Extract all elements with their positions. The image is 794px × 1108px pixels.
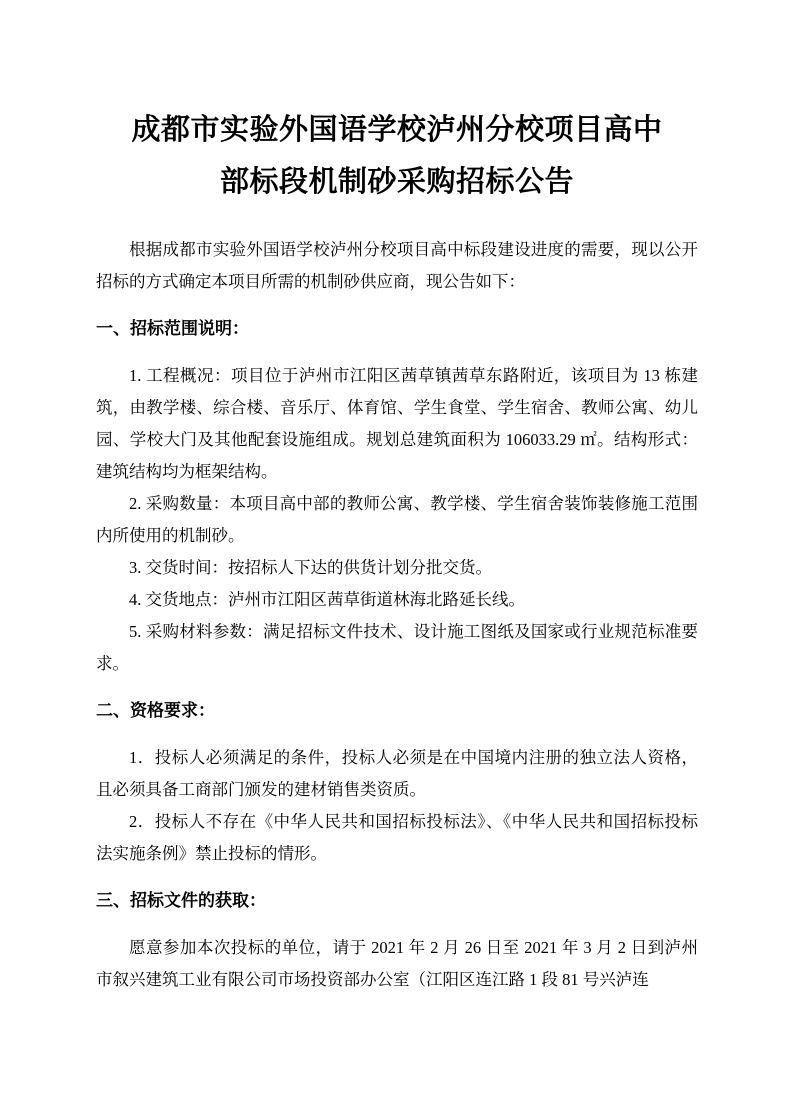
document-title [96, 104, 698, 208]
document-acquisition-paragraph: 愿意参加本次投标的单位，请于 2021 年 2 月 26 日至 2021 年 3 月 2 日到泸州市叙兴建筑工业有限公司市场投资部办公室（江阳区连江路 1 段 81 号兴泸连 [96, 938, 698, 989]
section-heading-scope: 一、招标范围说明： [96, 319, 249, 338]
qualification-item-legal-entity: 1．投标人必须满足的条件，投标人必须是在中国境内注册的独立法人资格，且必须具备工商部门颁发的建材销售类资质。 [96, 748, 698, 799]
section-heading-document-acquisition: 三、招标文件的获取： [96, 891, 266, 910]
intro-paragraph: 根据成都市实验外国语学校泸州分校项目高中标段建设进度的需要，现以公开招标的方式确定本项目所需的机制砂供应商，现公告如下： [96, 240, 698, 291]
scope-item-purchase-quantity: 2. 采购数量：本项目高中部的教师公寓、教学楼、学生宿舍装饰装修施工范围内所使用的机制砂。 [96, 494, 698, 545]
document-title-line-1: 成都市实验外国语学校泸州分校项目高中 [131, 114, 663, 146]
document-title-line-2: 部标段机制砂采购招标公告 [219, 166, 574, 198]
scope-item-material-parameters: 5. 采购材料参数：满足招标文件技术、设计施工图纸及国家或行业规范标准要求。 [96, 622, 698, 673]
section-heading-qualification: 二、资格要求： [96, 701, 215, 720]
scope-item-delivery-time: 3. 交货时间：按招标人下达的供货计划分批交货。 [129, 558, 492, 577]
qualification-item-no-prohibition: 2．投标人不存在《中华人民共和国招标投标法》、《中华人民共和国招标投标法实施条例》禁止投标的情形。 [96, 812, 698, 863]
scope-item-delivery-place: 4. 交货地点：泸州市江阳区茜草街道林海北路延长线。 [129, 590, 525, 609]
scope-item-project-overview: 1. 工程概况：项目位于泸州市江阳区茜草镇茜草东路附近，该项目为 13 栋建筑，由教学楼、综合楼、音乐厅、体育馆、学生食堂、学生宿舍、教师公寓、幼儿园、学校大门及其他配套设施组成。规划总建筑面积为 106033.29 ㎡。结构形式：建筑结构均为框架结构。 [96, 366, 698, 481]
